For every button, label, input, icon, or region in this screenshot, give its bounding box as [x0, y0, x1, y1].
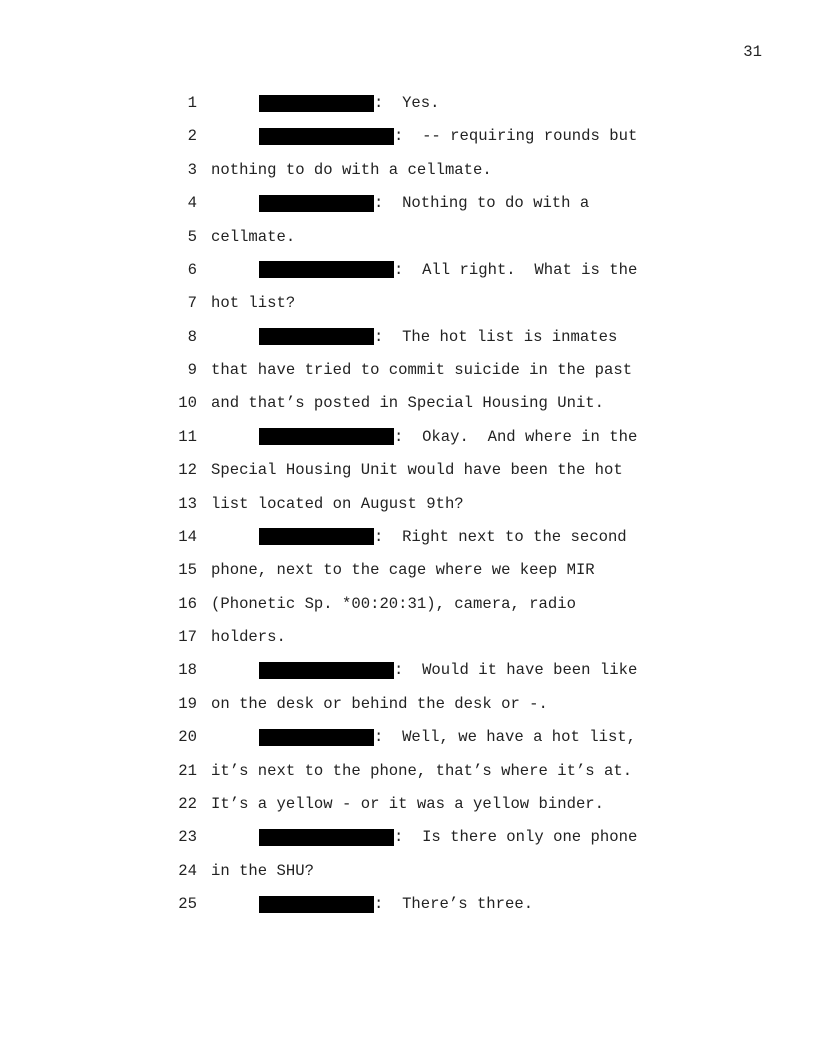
line-text: Yes.: [402, 94, 440, 112]
line-text: list located on August 9th?: [211, 494, 464, 513]
transcript-line: [0, 327, 816, 360]
line-text: hot list?: [211, 294, 296, 313]
redacted-speaker-name: [259, 95, 374, 112]
transcript-line: [0, 160, 816, 193]
transcript-line: [0, 727, 816, 760]
transcript-body: [0, 93, 816, 927]
line-text: nothing to do with a cellmate.: [211, 160, 492, 179]
line-text: holders.: [211, 628, 286, 646]
speaker-turn: : Right next to the second: [259, 527, 627, 547]
page-number: 31: [743, 43, 762, 61]
speaker-turn: : Yes.: [259, 93, 440, 113]
speaker-turn: : There’s three.: [259, 894, 533, 914]
line-text: Well, we have a hot list,: [402, 728, 637, 747]
redacted-speaker-name: [259, 829, 394, 846]
redacted-speaker-name: [259, 328, 374, 345]
transcript-line: [0, 494, 816, 527]
transcript-line: [0, 360, 816, 393]
transcript-line: [0, 761, 816, 794]
redacted-speaker-name: [259, 528, 374, 545]
transcript-line: [0, 260, 816, 293]
transcript-line: [0, 193, 816, 226]
line-number: 14: [178, 527, 197, 546]
line-number: 24: [178, 861, 197, 880]
line-text: There’s three.: [402, 895, 534, 913]
line-number: 7: [187, 294, 197, 313]
redacted-speaker-name: [259, 428, 394, 445]
line-text: in the SHU?: [211, 861, 314, 880]
line-number: 2: [187, 127, 197, 146]
transcript-line: [0, 627, 816, 660]
line-text: The hot list is inmates: [402, 327, 618, 346]
line-text: -- requiring rounds but: [422, 127, 638, 146]
line-text: Nothing to do with a: [402, 194, 590, 213]
line-text: that have tried to commit suicide in the past: [211, 361, 633, 379]
line-number: 9: [187, 361, 197, 379]
line-number: 1: [187, 94, 197, 112]
redacted-speaker-name: [259, 662, 394, 679]
transcript-line: [0, 293, 816, 326]
line-number: 16: [178, 594, 197, 613]
transcript-line: [0, 694, 816, 727]
transcript-line: [0, 894, 816, 927]
line-text: Is there only one phone: [422, 828, 638, 847]
redacted-speaker-name: [259, 896, 374, 913]
line-number: 13: [178, 494, 197, 513]
line-text: All right. What is the: [422, 260, 638, 279]
transcript-line: [0, 560, 816, 593]
redacted-speaker-name: [259, 261, 394, 278]
line-text: it’s next to the phone, that’s where it’s at.: [211, 761, 633, 780]
transcript-line: [0, 861, 816, 894]
redacted-speaker-name: [259, 195, 374, 212]
line-text: on the desk or behind the desk or -.: [211, 694, 548, 713]
line-text: (Phonetic Sp. *00:20:31), camera, radio: [211, 594, 576, 613]
line-number: 11: [178, 427, 197, 446]
speaker-turn: : -- requiring rounds but: [259, 126, 637, 146]
line-text: Okay. And where in the: [422, 427, 638, 446]
line-number: 10: [178, 394, 197, 413]
line-number: 20: [178, 728, 197, 747]
transcript-line: [0, 427, 816, 460]
speaker-turn: : Nothing to do with a: [259, 193, 589, 213]
line-text: Right next to the second: [402, 527, 627, 546]
redacted-speaker-name: [259, 729, 374, 746]
line-text: Would it have been like: [422, 661, 638, 680]
line-number: 19: [178, 694, 197, 713]
transcript-line: [0, 660, 816, 693]
line-number: 17: [178, 628, 197, 646]
speaker-turn: : Is there only one phone: [259, 827, 637, 847]
line-number: 25: [178, 895, 197, 913]
transcript-line: [0, 794, 816, 827]
transcript-line: [0, 594, 816, 627]
speaker-turn: : Okay. And where in the: [259, 427, 637, 447]
line-number: 8: [187, 327, 197, 346]
transcript-line: [0, 393, 816, 426]
speaker-turn: : Would it have been like: [259, 660, 637, 680]
transcript-line: [0, 93, 816, 126]
transcript-line: [0, 827, 816, 860]
transcript-line: [0, 126, 816, 159]
transcript-line: [0, 460, 816, 493]
line-number: 21: [178, 761, 197, 780]
line-number: 3: [187, 160, 197, 179]
line-number: 15: [178, 561, 197, 580]
transcript-line: [0, 227, 816, 260]
line-number: 5: [187, 227, 197, 246]
speaker-turn: : Well, we have a hot list,: [259, 727, 636, 747]
line-number: 6: [187, 260, 197, 279]
line-text: phone, next to the cage where we keep MIR: [211, 561, 595, 580]
line-text: and that’s posted in Special Housing Unit.: [211, 394, 605, 413]
line-text: cellmate.: [211, 227, 296, 246]
line-text: It’s a yellow - or it was a yellow binder.: [211, 794, 605, 813]
line-number: 22: [178, 794, 197, 813]
line-number: 23: [178, 828, 197, 847]
line-number: 12: [178, 461, 197, 480]
line-number: 18: [178, 661, 197, 680]
speaker-turn: : All right. What is the: [259, 260, 637, 280]
line-number: 4: [187, 194, 197, 213]
transcript-line: [0, 527, 816, 560]
speaker-turn: : The hot list is inmates: [259, 327, 617, 347]
redacted-speaker-name: [259, 128, 394, 145]
line-text: Special Housing Unit would have been the hot: [211, 461, 623, 480]
